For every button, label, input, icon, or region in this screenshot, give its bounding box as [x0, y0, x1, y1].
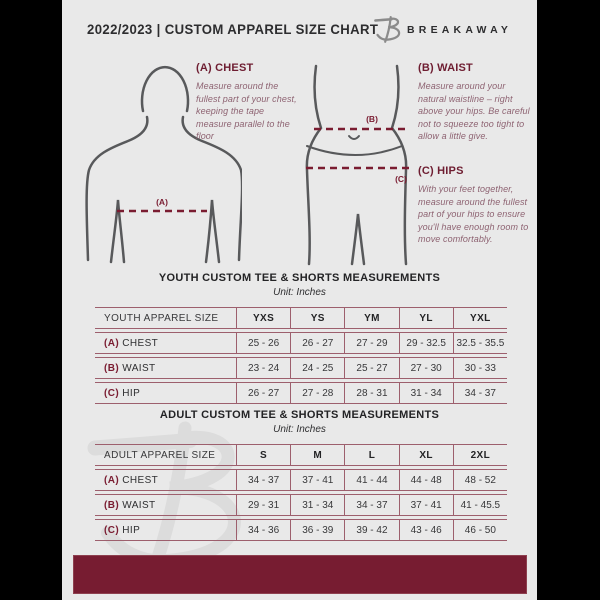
value-cell: 24 - 25	[290, 357, 344, 379]
table-row	[95, 382, 507, 404]
head-outline	[142, 67, 188, 111]
waist-line-label: (B)	[366, 114, 378, 124]
value-cell: 29 - 31	[236, 494, 290, 516]
value-cell: 27 - 28	[290, 382, 344, 404]
row-label-cell: (B) WAIST	[95, 357, 236, 379]
value-cell: 23 - 24	[236, 357, 290, 379]
column-header-cell: YXL	[453, 307, 507, 329]
value-cell: 32.5 - 35.5	[453, 332, 507, 354]
value-cell: 48 - 52	[453, 469, 507, 491]
chest-guide-body: Measure around the fullest part of your chest, keeping the tape measure parallel to the floor	[196, 81, 297, 142]
inner-legs-outline	[352, 214, 364, 264]
left-armpit-outline	[111, 200, 124, 262]
value-cell: 26 - 27	[290, 332, 344, 354]
value-cell: 25 - 26	[236, 332, 290, 354]
right-armpit-outline	[206, 200, 219, 262]
youth-table-unit: Unit: Inches	[273, 287, 326, 298]
footer-bar	[73, 555, 527, 594]
adult-table-unit: Unit: Inches	[273, 424, 326, 435]
value-cell: 41 - 45.5	[453, 494, 507, 516]
table-row	[95, 357, 507, 379]
size-header-cell: ADULT APPAREL SIZE	[95, 444, 236, 466]
value-cell: 46 - 50	[453, 519, 507, 541]
value-cell: 29 - 32.5	[399, 332, 453, 354]
table-row	[95, 494, 507, 516]
table-row	[95, 469, 507, 491]
chest-line-label: (A)	[156, 197, 168, 207]
lower-body-figure	[300, 62, 415, 267]
value-cell: 25 - 27	[344, 357, 398, 379]
size-chart-document	[62, 0, 537, 600]
waist-guide	[418, 62, 530, 143]
row-label-cell: (C) HIP	[95, 519, 236, 541]
chest-guide	[196, 62, 301, 143]
left-shoulder-arm-outline	[87, 117, 148, 260]
youth-size-table	[95, 304, 507, 407]
value-cell: 44 - 48	[399, 469, 453, 491]
column-header-cell: YXS	[236, 307, 290, 329]
row-label-cell: (A) CHEST	[95, 332, 236, 354]
value-cell: 28 - 31	[344, 382, 398, 404]
page-title: 2022/2023 | CUSTOM APPAREL SIZE CHART	[87, 21, 379, 37]
value-cell: 34 - 37	[344, 494, 398, 516]
left-side-outline	[307, 66, 321, 264]
value-cell: 39 - 42	[344, 519, 398, 541]
column-header-cell: XL	[399, 444, 453, 466]
column-header-cell: M	[290, 444, 344, 466]
row-label-cell: (C) HIP	[95, 382, 236, 404]
table-row	[95, 332, 507, 354]
value-cell: 37 - 41	[399, 494, 453, 516]
value-cell: 26 - 27	[236, 382, 290, 404]
column-header-cell: YM	[344, 307, 398, 329]
column-header-cell: YS	[290, 307, 344, 329]
value-cell: 41 - 44	[344, 469, 398, 491]
column-header-cell: YL	[399, 307, 453, 329]
right-side-outline	[392, 66, 406, 264]
value-cell: 31 - 34	[399, 382, 453, 404]
brand-name: BREAKAWAY	[407, 24, 513, 36]
hip-crease-outline	[307, 146, 402, 155]
waist-guide-heading: (B) WAIST	[418, 62, 473, 74]
adult-size-table	[95, 441, 507, 544]
waist-guide-body: Measure around your natural waistline – right above your hips. Be careful not to squeeze too tight to allow a little give.	[418, 81, 530, 142]
value-cell: 43 - 46	[399, 519, 453, 541]
value-cell: 34 - 37	[236, 469, 290, 491]
column-header-cell: L	[344, 444, 398, 466]
value-cell: 30 - 33	[453, 357, 507, 379]
chest-guide-heading: (A) CHEST	[196, 62, 254, 74]
row-label-cell: (B) WAIST	[95, 494, 236, 516]
breakaway-b-logo-icon	[373, 12, 405, 46]
value-cell: 34 - 37	[453, 382, 507, 404]
hips-guide	[418, 165, 532, 246]
youth-table-title: YOUTH CUSTOM TEE & SHORTS MEASUREMENTS	[158, 272, 441, 284]
adult-table-title: ADULT CUSTOM TEE & SHORTS MEASUREMENTS	[159, 409, 440, 421]
table-row	[95, 519, 507, 541]
navel-mark	[349, 136, 359, 139]
value-cell: 34 - 36	[236, 519, 290, 541]
value-cell: 37 - 41	[290, 469, 344, 491]
column-header-cell: S	[236, 444, 290, 466]
column-header-cell: 2XL	[453, 444, 507, 466]
value-cell: 36 - 39	[290, 519, 344, 541]
size-header-cell: YOUTH APPAREL SIZE	[95, 307, 236, 329]
hips-line-label: (C)	[395, 174, 407, 184]
value-cell: 27 - 29	[344, 332, 398, 354]
value-cell: 31 - 34	[290, 494, 344, 516]
row-label-cell: (A) CHEST	[95, 469, 236, 491]
hips-guide-body: With your feet together, measure around the fullest part of your hips to ensure you'll have enough room to move comfortably.	[418, 184, 529, 245]
value-cell: 27 - 30	[399, 357, 453, 379]
hips-guide-heading: (C) HIPS	[418, 165, 464, 177]
